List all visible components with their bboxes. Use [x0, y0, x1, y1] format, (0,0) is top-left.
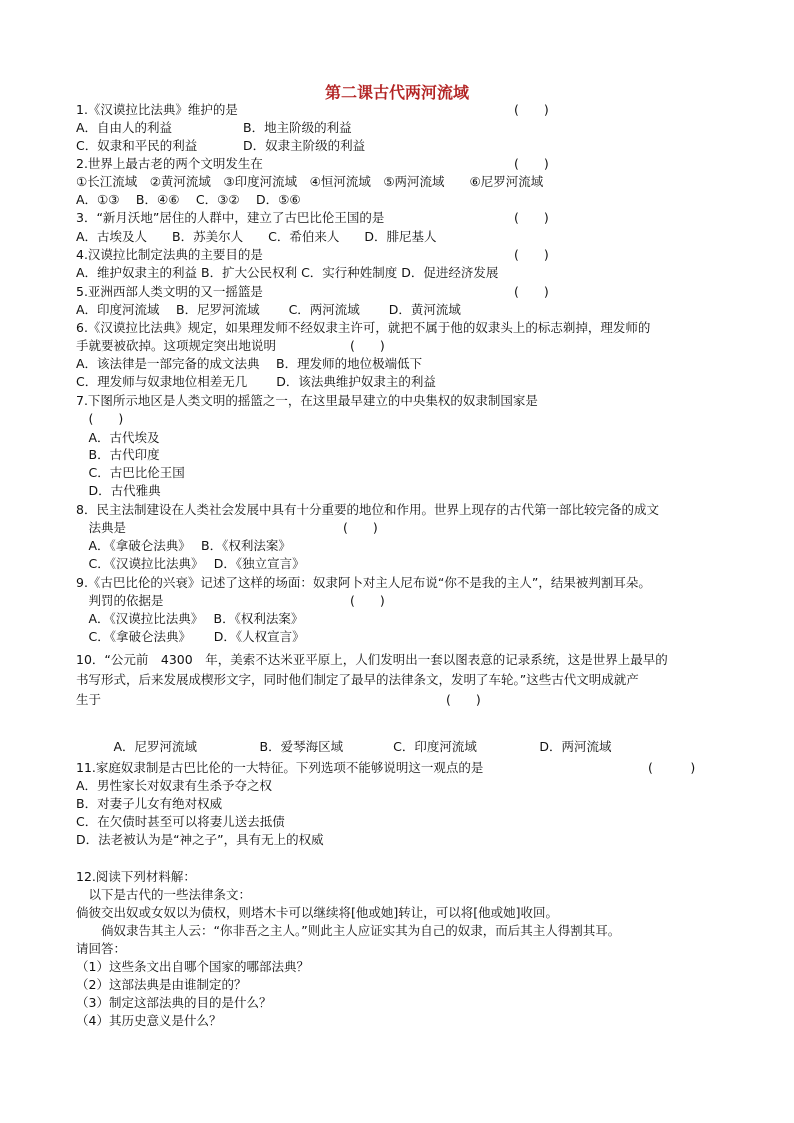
option-q1-c: C．奴隶和平民的利益: [76, 138, 198, 153]
question-6-cont: 手就要被砍掉。这项规定突出地说明: [76, 338, 277, 353]
question-7: 7.下图所示地区是人类文明的摇篮之一，在这里最早建立的中央集权的奴隶制国家是: [76, 393, 538, 408]
option-q7-b: B．古代印度: [76, 447, 160, 462]
sub-question-1: （1）这些条文出自哪个国家的哪部法典？: [76, 959, 309, 974]
options-q9-ab: A．《汉谟拉比法典》 B．《权利法案》: [76, 611, 304, 626]
answer-paren-q7: ( ): [76, 411, 124, 426]
question-10-cont: 书写形式，后来发展成楔形文字，同时他们制定了最早的法律条文，发明了车轮。”这些古代文明成就产: [76, 672, 639, 687]
option-q7-a: A．古代埃及: [76, 430, 160, 445]
question-8: 8．民主法制建设在人类社会发展中具有十分重要的地位和作用。世界上现存的古代第一部比较完备的成文: [76, 502, 659, 517]
options-q2: A．①③ B．④⑥ C．③② D．⑤⑥: [76, 192, 301, 207]
answer-paren-q11: ( ): [648, 760, 696, 775]
options-q6-ab: A．该法律是一部完备的成文法典 B．理发师的地位极端低下: [76, 356, 423, 371]
answer-paren-q2: ( ): [514, 156, 549, 171]
option-q1-d: D．奴隶主阶级的利益: [243, 138, 366, 153]
option-q7-c: C．古巴比伦王国: [76, 465, 185, 480]
sub-question-2: （2）这部法典是由谁制定的？: [76, 977, 247, 992]
option-q11-a: A．男性家长对奴隶有生杀予夺之权: [76, 778, 273, 793]
option-q11-c: C．在欠债时甚至可以将妻儿送去抵债: [76, 814, 285, 829]
options-q10: A．尼罗河流域 B．爱琴海区域 C．印度河流域 D．两河流域: [76, 739, 612, 754]
answer-prompt: 请回答：: [76, 941, 127, 956]
material-clause-1: 倘彼交出奴或女奴以为债权，则塔木卡可以继续将[他或她]转让，可以将[他或她]收回。: [76, 905, 559, 920]
options-q4: A．维护奴隶主的利益 B．扩大公民权利 C．实行种姓制度 D．促进经济发展: [76, 265, 499, 280]
options-q3: A．古埃及人 B．苏美尔人 C．希伯来人 D．腓尼基人: [76, 229, 437, 244]
option-q11-d: D．法老被认为是“神之子”，具有无上的权威: [76, 832, 324, 847]
options-q6-cd: C．理发师与奴隶地位相差无几 D．该法典维护奴隶主的利益: [76, 374, 436, 389]
sub-question-3: （3）制定这部法典的目的是什么？: [76, 995, 272, 1010]
option-q11-b: B．对妻子儿女有绝对权威: [76, 796, 223, 811]
options-q5: A．印度河流域 B．尼罗河流域 C．两河流域 D．黄河流域: [76, 302, 461, 317]
answer-paren-q3: ( ): [514, 210, 549, 225]
question-2-items: ①长江流域 ②黄河流域 ③印度河流域 ④恒河流域 ⑤两河流域 ⑥尼罗河流域: [76, 174, 544, 189]
question-10-end: 生于: [76, 692, 102, 707]
material-clause-2: 倘奴隶告其主人云：“你非吾之主人。”则此主人应证实其为自己的奴隶，而后其主人得割其耳。: [76, 923, 621, 938]
options-q8-ab: A．《拿破仑法典》 B．《权利法案》: [76, 538, 291, 553]
question-3: 3．“新月沃地”居住的人群中，建立了古巴比伦王国的是: [76, 210, 385, 225]
question-2: 2.世界上最古老的两个文明发生在: [76, 156, 263, 171]
page-title: 第二课古代两河流域: [324, 83, 469, 102]
options-q8-cd: C．《汉谟拉比法典》 D．《独立宣言》: [76, 556, 305, 571]
question-11: 11.家庭奴隶制是古巴比伦的一大特征。下列选项不能够说明这一观点的是: [76, 760, 484, 775]
sub-question-4: （4）其历史意义是什么？: [76, 1013, 222, 1028]
question-8-cont: 法典是: [76, 520, 127, 535]
options-q9-cd: C．《拿破仑法典》 D．《人权宣言》: [76, 629, 305, 644]
question-9: 9.《古巴比伦的兴衰》记述了这样的场面：奴隶阿卜对主人尼布说“你不是我的主人”，结果被判割耳朵。: [76, 575, 651, 590]
answer-paren-q10: ( ): [446, 692, 481, 707]
question-4: 4.汉谟拉比制定法典的主要目的是: [76, 247, 263, 262]
question-5: 5.亚洲西部人类文明的又一摇篮是: [76, 284, 263, 299]
question-1: 1.《汉谟拉比法典》维护的是: [76, 102, 238, 117]
answer-paren-q9: ( ): [350, 593, 385, 608]
answer-paren-q4: ( ): [514, 247, 549, 262]
answer-paren-q5: ( ): [514, 284, 549, 299]
option-q1-b: B．地主阶级的利益: [243, 120, 352, 135]
option-q7-d: D．古代雅典: [76, 483, 161, 498]
question-6: 6.《汉谟拉比法典》规定，如果理发师不经奴隶主许可，就把不属于他的奴隶头上的标志剃掉，理发师的: [76, 320, 651, 335]
answer-paren-q1: ( ): [514, 102, 549, 117]
answer-paren-q8: ( ): [343, 520, 378, 535]
question-10: 10．“公元前 4300 年，美索不达米亚平原上，人们发明出一套以图表意的记录系统，这是世界上最早的: [76, 652, 668, 667]
option-q1-a: A．自由人的利益: [76, 120, 173, 135]
question-9-cont: 判罚的依据是: [76, 593, 164, 608]
question-12: 12.阅读下列材料解：: [76, 869, 196, 884]
answer-paren-q6: ( ): [350, 338, 385, 353]
material-intro: 以下是古代的一些法律条文：: [76, 887, 252, 902]
